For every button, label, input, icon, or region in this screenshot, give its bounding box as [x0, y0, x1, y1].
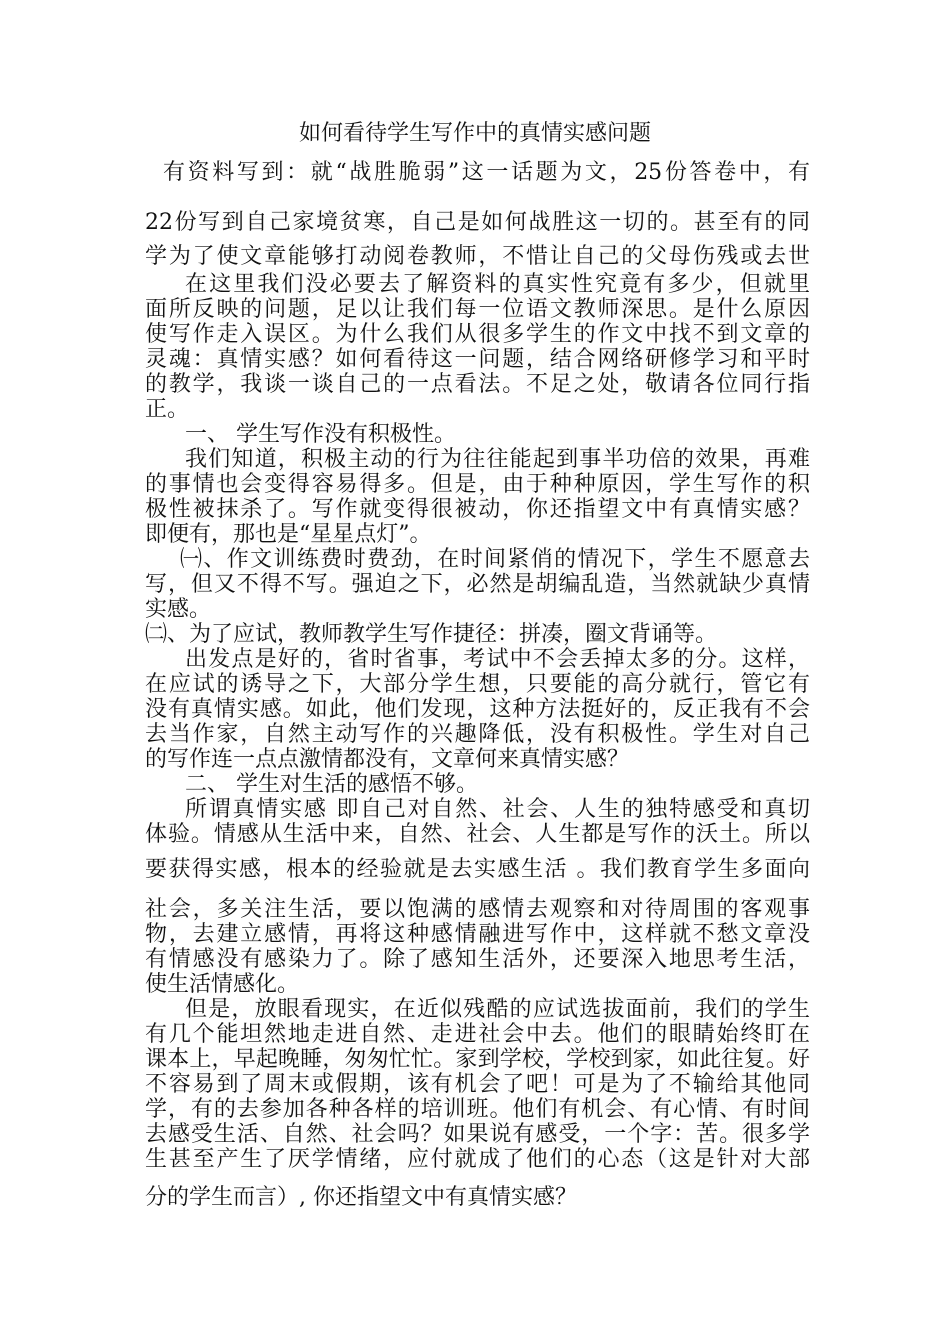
text-line: 学为了使文章能够打动阅卷教师，不惜让自己的父母伤残或去世 [145, 244, 810, 269]
section-heading: 一、 学生写作没有积极性。 [185, 422, 456, 447]
text-line: 有几个能坦然地走进自然、走进社会中去。他们的眼睛始终盯在 [145, 1022, 810, 1047]
text-line: 写，但又不得不写。强迫之下，必然是胡编乱造，当然就缺少真情 [145, 572, 810, 597]
text-line: 在这里我们没必要去了解资料的真实性究竟有多少，但就里 [185, 272, 810, 297]
text-line: 的写作连一点点激情都没有，文章何来真情实感？ [145, 747, 630, 772]
text-line: 使写作走入误区。为什么我们从很多学生的作文中找不到文章的 [145, 322, 810, 347]
text-line: 去当作家，自然主动写作的兴趣降低，没有积极性。学生对自己 [145, 722, 810, 747]
text-line: 课本上，早起晚睡，匆匆忙忙。家到学校，学校到家，如此往复。好 [145, 1047, 810, 1072]
text-line: 使生活情感化。 [145, 972, 300, 997]
text-line: 实感。 [145, 597, 212, 622]
text-line: 但是，放眼看现实，在近似残酷的应试选拔面前，我们的学生 [185, 997, 810, 1022]
text-line: 在应试的诱导之下，大部分学生想，只要能的高分就行，管它有 [145, 672, 810, 697]
text-line: 社会，多关注生活，要以饱满的感情去观察和对待周围的客观事 [145, 897, 810, 922]
text-line: 即便有，那也是“星星点灯”。 [145, 522, 432, 547]
text-line: 体验。情感从生活中来，自然、社会、人生都是写作的沃土。所以 [145, 822, 810, 847]
section-heading: 二、 学生对生活的感悟不够。 [185, 772, 478, 797]
text-line: 去感受生活、自然、社会吗？如果说有感受，一个字：苦。很多学 [145, 1122, 810, 1147]
text-line: 极性被抹杀了。写作就变得很被动，你还指望文中有真情实感？ [145, 497, 810, 522]
text-line: 学，有的去参加各种各样的培训班。他们有机会、有心情、有时间 [145, 1097, 810, 1122]
text-line: 面所反映的问题，足以让我们每一位语文教师深思。是什么原因 [145, 297, 810, 322]
text-line: 所谓真情实感 即自己对自然、社会、人生的独特感受和真切 [185, 797, 810, 822]
text-line: 生甚至产生了厌学情绪，应付就成了他们的心态（这是针对大部 [145, 1147, 810, 1172]
text-line: 不容易到了周末或假期，该有机会了吧！可是为了不输给其他同 [145, 1072, 810, 1097]
text-line: 灵魂：真情实感？如何看待这一问题，结合网络研修学习和平时 [145, 347, 810, 372]
text-line: 的事情也会变得容易得多。但是，由于种种原因，学生写作的积 [145, 472, 810, 497]
text-line: 有情感没有感染力了。除了感知生活外，还要深入地思考生活， [145, 947, 810, 972]
text-line: 物，去建立感情，再将这种感情融进写作中，这样就不愁文章没 [145, 922, 810, 947]
text-line: 我们知道，积极主动的行为往往能起到事半功倍的效果，再难 [185, 447, 810, 472]
text-line: 分的学生而言）, 你还指望文中有真情实感？ [145, 1185, 577, 1210]
text-line: ㈠、作文训练费时费劲，在时间紧俏的情况下，学生不愿意去 [180, 547, 810, 572]
text-line: 出发点是好的，省时省事，考试中不会丢掉太多的分。这样， [185, 647, 810, 672]
text-line: ㈡、为了应试，教师教学生写作捷径：拼凑，圈文背诵等。 [145, 622, 718, 647]
text-line: 没有真情实感。如此，他们发现，这种方法挺好的，反正我有不会 [145, 697, 810, 722]
text-line: 要获得实感，根本的经验就是去实感生活 。我们教育学生多面向 [145, 857, 810, 882]
text-line: 正。 [145, 397, 190, 422]
text-line: 的教学，我谈一谈自己的一点看法。不足之处，敬请各位同行指 [145, 372, 810, 397]
text-line: 22份写到自己家境贫寒，自己是如何战胜这一切的。甚至有的同 [145, 210, 810, 235]
text-line: 有资料写到：就“战胜脆弱”这一话题为文，25份答卷中，有 [163, 160, 810, 185]
document-title: 如何看待学生写作中的真情实感问题 [298, 121, 651, 146]
